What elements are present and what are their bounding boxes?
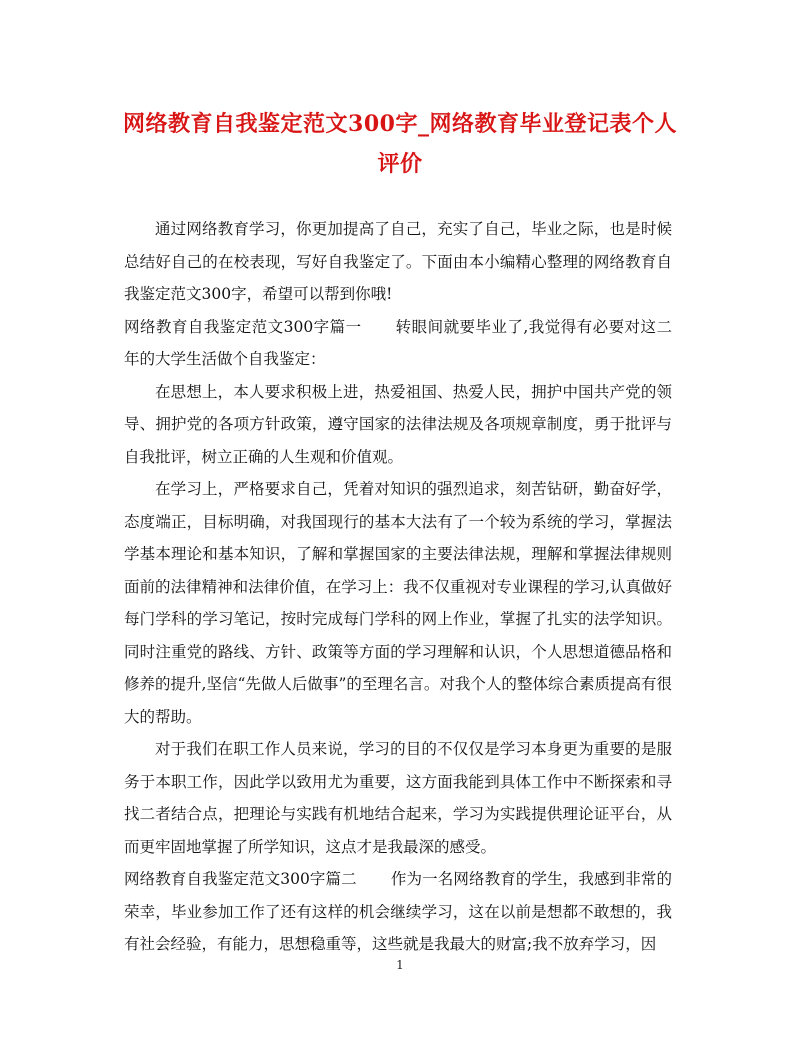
work-paragraph: 对于我们在职工作人员来说，学习的目的不仅仅是学习本身更为重要的是服务于本职工作，因此学以致用尤为重要，这方面我能到具体工作中不断探索和寻找二者结合点，把理论与实践有机地结合起来，学习为实践提供理论证平台，从而更牢固地掌握了所学知识，这点才是我最深的感受。 [124,740,672,856]
intro-paragraph: 通过网络教育学习，你更加提高了自己，充实了自己，毕业之际，也是时候总结好自己的在校表现，写好自我鉴定了。下面由本小编精心整理的网络教育自我鉴定范文300字，希望可以帮到你哦! [124,220,672,303]
section-two-heading: 网络教育自我鉴定范文300字篇二 [124,870,357,888]
document-title: 网络教育自我鉴定范文300字_网络教育毕业登记表个人评价 [123,111,677,177]
thought-paragraph: 在思想上，本人要求积极上进，热爱祖国、热爱人民，拥护中国共产党的领导、拥护党的各项方针政策，遵守国家的法律法规及各项规章制度，勇于批评与自我批评，树立正确的人生观和价值观。 [124,382,672,466]
section-two [124,863,672,961]
document-body [124,213,672,961]
section-one [124,311,672,376]
section-one-text: 转眼间就要毕业了,我觉得有必要对这二年的大学生活做个自我鉴定： [124,317,672,368]
page-number: 1 [396,958,404,972]
section-one-heading: 网络教育自我鉴定范文300字篇一 [124,317,362,336]
study-paragraph: 在学习上，严格要求自己，凭着对知识的强烈追求，刻苦钻研，勤奋好学，态度端正，目标明确，对我国现行的基本大法有了一个较为系统的学习，掌握法学基本理论和基本知识，了解和掌握国家的主要法律法规，理解和掌握法律规则面前的法律精神和法律价值，在学习上：我不仅重视对专业课程的学习,认真做好每门学科的学习笔记，按时完成每门学科的网上作业，掌握了扎实的法学知识。同时注重党的路线、方针、政策等方面的学习理解和认识，个人思想道德品格和修养的提升,坚信“先做人后做事”的至理名言。对我个人的整体综合素质提高有很大的帮助。 [124,480,672,726]
section-two-text: 作为一名网络教育的学生，我感到非常的荣幸，毕业参加工作了还有这样的机会继续学习，这在以前是想都不敢想的，我有社会经验，有能力，思想稳重等，这些就是我最大的财富;我不放弃学习，因 [124,870,672,953]
